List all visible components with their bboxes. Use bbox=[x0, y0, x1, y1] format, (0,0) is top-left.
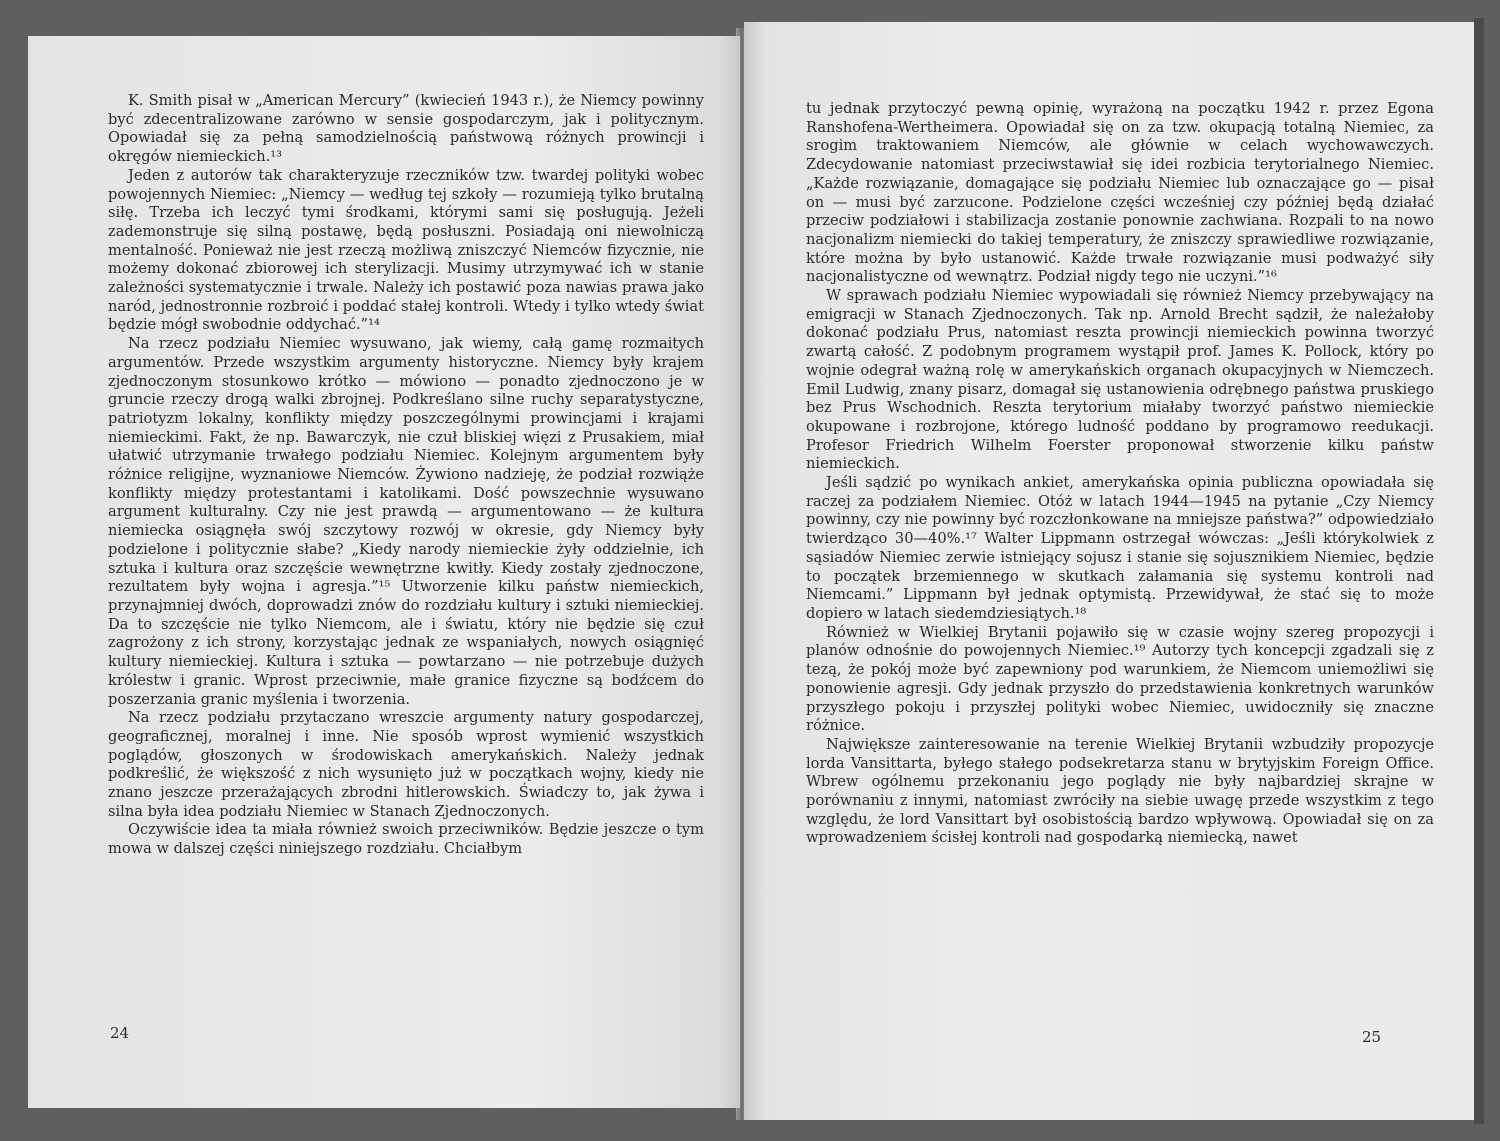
left-page bbox=[28, 36, 740, 1108]
paragraph: tu jednak przytoczyć pewną opinię, wyrażoną na początku 1942 r. przez Egona Ranshofena-Wertheimera. Opowiadał się on za tzw. okupacją totalną Niemiec, za srogim traktowaniem Niemców, ale głównie w celach wychowawczych. Zdecydowanie natomiast przeciwstawiał się idei rozbicia terytorialnego Niemiec. „Każde rozwiązanie, domagające się podziału Niemiec lub oznaczające go — pisał on — musi być zarzucone. Podzielone części wcześniej czy później będą działać przeciw podziałowi i stabilizacja zostanie ponownie zachwiana. Rozpali to na nowo nacjonalizm niemiecki do takiej temperatury, że zniszczy sprawiedliwe rozwiązanie, które można by było ustanowić. Każde trwałe rozwiązanie musi podważyć siły nacjonalistyczne od wewnątrz. Podział nigdy tego nie uczyni.”¹⁶ bbox=[806, 100, 1434, 286]
right-page bbox=[744, 22, 1474, 1120]
paragraph: Na rzecz podziału Niemiec wysuwano, jak wiemy, całą gamę rozmaitych argumentów. Przede wszystkim argumenty historyczne. Niemcy były krajem zjednoczonym stosunkowo krótko — mówiono — ponadto zjednoczono je w gruncie rzeczy drogą walki zbrojnej. Podkreślano silne ruchy separatystyczne, patriotyzm lokalny, konflikty między poszczególnymi prowincjami i krajami niemieckimi. Fakt, że np. Bawarczyk, nie czuł bliskiej więzi z Prusakiem, miał ułatwić utrzymanie trwałego podziału Niemiec. Kolejnym argumentem były różnice religijne, wyznaniowe Niemców. Żywiono nadzieję, że podział rozwiąże konflikty między protestantami i katolikami. Dość powszechnie wysuwano argument kulturalny. Czy nie jest prawdą — argumentowano — że kultura niemiecka osiągnęła swój szczytowy rozwój w okresie, gdy Niemcy były podzielone i politycznie słabe? „Kiedy narody niemieckie żyły oddzielnie, ich sztuka i kultura oraz szczęście wewnętrzne kwitły. Kiedy zostały zjednoczone, rezultatem były wojna i agresja.”¹⁵ Utworzenie kilku państw niemieckich, przynajmniej dwóch, doprowadzi znów do rozdziału kultury i sztuki niemieckiej. Da to szczęście nie tylko Niemcom, ale i światu, który nie będzie się czuł zagrożony z ich strony, korzystając jednak ze wspaniałych, nowych osiągnięć kultury niemieckiej. Kultura i sztuka — powtarzano — nie potrzebuje dużych królestw i granic. Wprost przeciwnie, małe granice fizyczne są bodźcem do poszerzania granic myślenia i tworzenia. bbox=[108, 335, 704, 708]
page-number: 24 bbox=[110, 1024, 130, 1042]
paragraph: W sprawach podziału Niemiec wypowiadali się również Niemcy przebywający na emigracji w Stanach Zjednoczonych. Tak np. Arnold Brecht sądził, że należałoby dokonać podziału Prus, natomiast reszta prowincji niemieckich powinna tworzyć zwartą całość. Z podobnym programem wystąpił prof. James K. Pollock, który po wojnie odegrał ważną rolę w amerykańskich organach okupacyjnych w Niemczech. Emil Ludwig, znany pisarz, domagał się ustanowienia odrębnego państwa pruskiego bez Prus Wschodnich. Reszta terytorium miałaby tworzyć państwo niemieckie okupowane i rozbrojone, którego ludność poddano by programowo reedukacji. Profesor Friedrich Wilhelm Foerster proponował stworzenie kilku państw niemieckich. bbox=[806, 287, 1434, 473]
right-page-text bbox=[806, 100, 1434, 848]
paragraph: Jeden z autorów tak charakteryzuje rzeczników tzw. twardej polityki wobec powojennych Niemiec: „Niemcy — według tej szkoły — rozumieją tylko brutalną siłę. Trzeba ich leczyć tymi środkami, którymi sami się posługują. Jeżeli zademonstruje się silną postawę, będą posłuszni. Posiadają oni niewolniczą mentalność. Ponieważ nie jest rzeczą możliwą zniszczyć Niemców fizycznie, nie możemy dokonać zbiorowej ich sterylizacji. Musimy utrzymywać ich w stanie zależności systematycznie i trwale. Należy ich postawić poza nawias prawa jako naród, jednostronnie rozbroić i poddać stałej kontroli. Wtedy i tylko wtedy świat będzie mógł swobodnie oddychać.”¹⁴ bbox=[108, 166, 704, 334]
left-page-text bbox=[108, 92, 704, 859]
page-number: 25 bbox=[1362, 1028, 1382, 1046]
paragraph: Jeśli sądzić po wynikach ankiet, amerykańska opinia publiczna opowiadała się raczej za podziałem Niemiec. Otóż w latach 1944—1945 na pytanie „Czy Niemcy powinny, czy nie powinny być rozczłonkowane na mniejsze państwa?” odpowiedziało twierdząco 30—40%.¹⁷ Walter Lippmann ostrzegał wówczas: „Jeśli którykolwiek z sąsiadów Niemiec zerwie istniejący sojusz i stanie się sojusznikiem Niemiec, będzie to początek brzemiennego w skutkach załamania się systemu kontroli nad Niemcami.” Lippmann był jednak optymistą. Przewidywał, że stać się to może dopiero w latach siedemdziesiątych.¹⁸ bbox=[806, 474, 1434, 622]
paragraph: Na rzecz podziału przytaczano wreszcie argumenty natury gospodarczej, geograficznej, moralnej i inne. Nie sposób wprost wymienić wszystkich poglądów, głoszonych w środowiskach amerykańskich. Należy jednak podkreślić, że większość z nich wysunięto już w początkach wojny, kiedy nie znano jeszcze przerażających zbrodni hitlerowskich. Świadczy to, jak żywa i silna była idea podziału Niemiec w Stanach Zjednoczonych. bbox=[108, 709, 704, 820]
paragraph: Oczywiście idea ta miała również swoich przeciwników. Będzie jeszcze o tym mowa w dalszej części niniejszego rozdziału. Chciałbym bbox=[108, 821, 704, 858]
paragraph: K. Smith pisał w „American Mercury” (kwiecień 1943 r.), że Niemcy powinny być zdecentralizowane zarówno w sensie gospodarczym, jak i politycznym. Opowiadał się za pełną samodzielnością państwową różnych prowincji i okręgów niemieckich.¹³ bbox=[108, 92, 704, 166]
paragraph: Również w Wielkiej Brytanii pojawiło się w czasie wojny szereg propozycji i planów odnośnie do powojennych Niemiec.¹⁹ Autorzy tych koncepcji zgadzali się z tezą, że pokój może być zapewniony pod warunkiem, że Niemcom uniemożliwi się ponowienie agresji. Gdy jednak przyszło do przedstawienia konkretnych warunków przyszłego pokoju i przyszłej polityki wobec Niemiec, uwidoczniły się znaczne różnice. bbox=[806, 623, 1434, 735]
paragraph: Największe zainteresowanie na terenie Wielkiej Brytanii wzbudziły propozycje lorda Vansittarta, byłego stałego podsekretarza stanu w brytyjskim Foreign Office. Wbrew ogólnemu przekonaniu jego poglądy nie były najbardziej skrajne w porównaniu z innymi, natomiast zwróciły na siebie uwagę przede wszystkim z tego względu, że lord Vansittart był osobistością bardzo wpływową. Opowiadał się on za wprowadzeniem ścisłej kontroli nad gospodarką niemiecką, nawet bbox=[806, 735, 1434, 847]
scanner-edge bbox=[1474, 18, 1484, 1124]
